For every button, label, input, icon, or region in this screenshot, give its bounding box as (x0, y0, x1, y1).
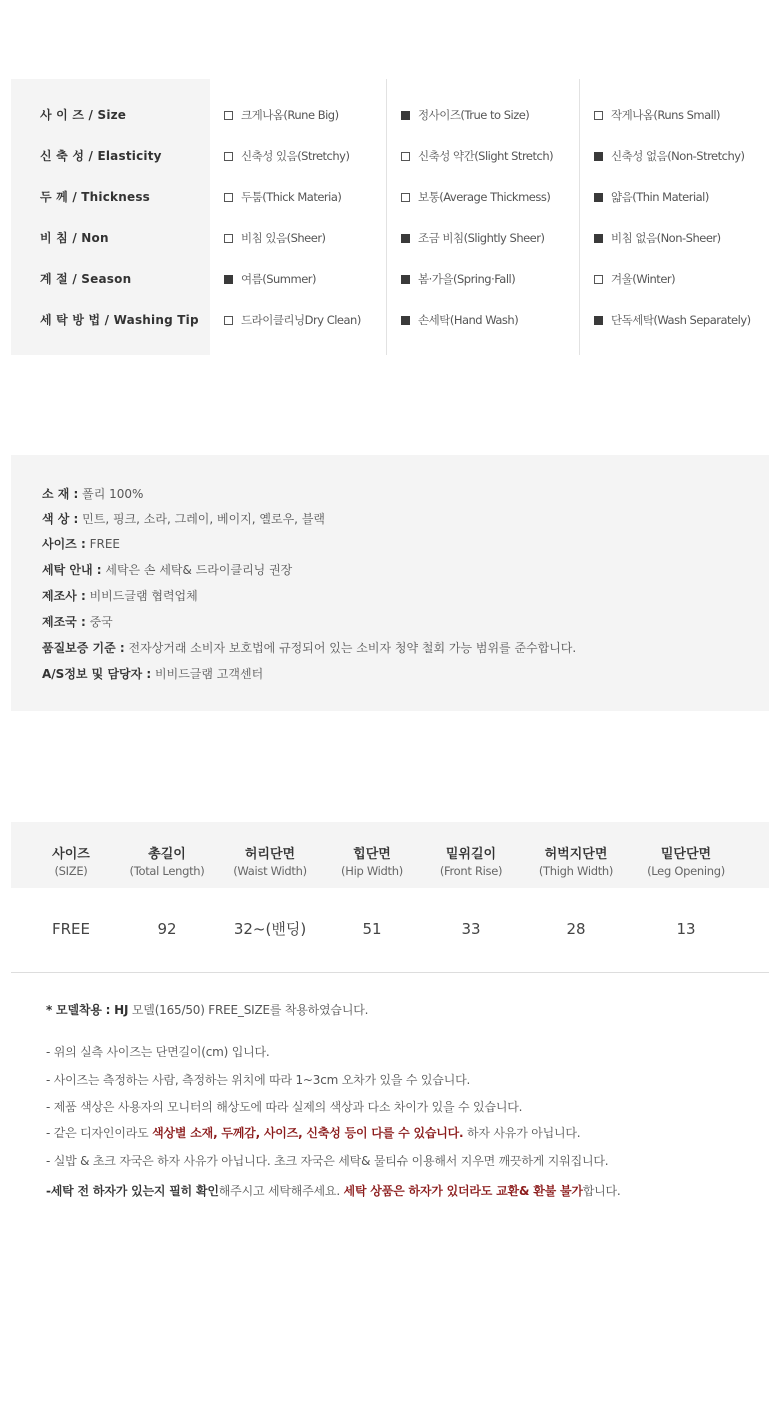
size-header-ko: 밑위길이 (445, 847, 497, 862)
checked-box-icon (594, 234, 603, 243)
unchecked-box-icon (401, 152, 410, 161)
size-header-en: (Hip Width) (341, 864, 403, 878)
info-key: 소 재 : (42, 487, 79, 501)
info-key: 세탁 안내 : (42, 563, 102, 577)
attribute-option (224, 187, 341, 207)
unchecked-box-icon (224, 234, 233, 243)
attribute-option-label: 보통(Average Thickmess) (418, 190, 551, 204)
attribute-label: 사 이 즈 / Size (40, 108, 127, 122)
info-row (42, 613, 113, 631)
unchecked-box-icon (594, 111, 603, 120)
attribute-option (401, 187, 550, 207)
info-value: FREE (85, 537, 120, 551)
attribute-option (594, 310, 751, 330)
attribute-option (401, 146, 553, 166)
model-note-text: 모델(165/50) FREE_SIZE를 착용하였습니다. (128, 1003, 369, 1017)
info-row (42, 665, 263, 683)
info-key: 제조사 : (42, 589, 86, 603)
attribute-option-label: 겨울(Winter) (611, 272, 676, 286)
attribute-option (401, 269, 515, 289)
info-row (42, 535, 120, 553)
unchecked-box-icon (401, 193, 410, 202)
attribute-option-label: 비침 있음(Sheer) (241, 231, 326, 245)
note-text: 하자 사유가 아닙니다. (463, 1126, 581, 1140)
attribute-label: 비 침 / Non (40, 231, 109, 245)
note-warning: 세탁 상품은 하자가 있더라도 교환& 환불 불가 (343, 1184, 583, 1198)
size-header-en: (Thigh Width) (538, 864, 614, 878)
attribute-option-label: 신축성 있음(Stretchy) (241, 149, 350, 163)
attribute-row (0, 228, 758, 248)
size-table-divider (11, 972, 769, 973)
attribute-option (224, 146, 349, 166)
size-value: 13 (676, 920, 696, 938)
size-value: FREE (51, 920, 90, 938)
info-value: 비비드글램 고객센터 (151, 667, 264, 681)
size-column-header (411, 847, 531, 879)
attribute-option (594, 228, 721, 248)
checked-box-icon (401, 111, 410, 120)
attribute-option (224, 269, 316, 289)
attribute-option-label: 크게나옴(Rune Big) (241, 108, 339, 122)
attribute-option-label: 봄·가을(Spring·Fall) (418, 272, 516, 286)
model-note-label: * 모델착용 : HJ (46, 1003, 129, 1017)
note-emphasis: -세탁 전 하자가 있는지 필히 확인 (46, 1184, 219, 1198)
attribute-row (0, 187, 758, 207)
unchecked-box-icon (594, 275, 603, 284)
attribute-option-label: 조금 비침(Slightly Sheer) (418, 231, 545, 245)
info-value: 폴리 100% (78, 487, 144, 501)
info-row (42, 587, 198, 605)
note-warning: 색상별 소재, 두께감, 사이즈, 신축성 등이 다를 수 있습니다. (152, 1126, 464, 1140)
attribute-option-label: 손세탁(Hand Wash) (418, 313, 519, 327)
checked-box-icon (594, 152, 603, 161)
attribute-label: 계 절 / Season (40, 272, 132, 286)
size-column-header (626, 847, 746, 879)
note-text: - 같은 디자인이라도 (46, 1126, 153, 1140)
size-header-ko: 밑단단면 (660, 847, 712, 862)
info-value: 중국 (85, 615, 113, 629)
size-header-en: (Waist Width) (233, 864, 307, 878)
attribute-option (224, 310, 361, 330)
note-text: 합니다. (582, 1184, 621, 1198)
attribute-option (594, 105, 720, 125)
attribute-option-label: 얇음(Thin Material) (611, 190, 709, 204)
info-row (42, 485, 143, 503)
attribute-option-label: 드라이클리닝Dry Clean) (241, 313, 361, 327)
size-column-header (516, 847, 636, 879)
size-value: 32~(밴딩) (233, 920, 307, 938)
size-column-header (107, 847, 227, 879)
size-header-en: (Front Rise) (439, 864, 503, 878)
size-header-en: (Total Length) (129, 864, 205, 878)
attribute-row (0, 105, 758, 125)
info-value: 세탁은 손 세탁& 드라이클리닝 권장 (101, 563, 293, 577)
note-line (46, 1124, 580, 1142)
info-value: 비비드글램 협력업체 (85, 589, 198, 603)
attribute-option-label: 정사이즈(True to Size) (418, 108, 530, 122)
size-header-ko: 사이즈 (52, 847, 90, 862)
note-line (46, 1182, 621, 1200)
attribute-row (0, 269, 758, 289)
note-line: - 제품 색상은 사용자의 모니터의 해상도에 따라 실제의 색상과 다소 차이가 있을 수 있습니다. (46, 1100, 523, 1114)
size-value: 33 (461, 920, 481, 938)
checked-box-icon (594, 193, 603, 202)
size-header-ko: 총길이 (148, 847, 186, 862)
attribute-row (0, 310, 758, 330)
size-value: 92 (157, 920, 177, 938)
attribute-row (0, 146, 758, 166)
checked-box-icon (401, 316, 410, 325)
info-key: 품질보증 기준 : (42, 641, 125, 655)
checked-box-icon (594, 316, 603, 325)
attribute-option-label: 작게나옴(Runs Small) (611, 108, 721, 122)
checked-box-icon (401, 275, 410, 284)
attribute-option (224, 228, 326, 248)
attribute-label: 두 께 / Thickness (40, 190, 151, 204)
info-key: A/S정보 및 담당자 : (42, 667, 152, 681)
info-value: 전자상거래 소비자 보호법에 규정되어 있는 소비자 청약 철회 가능 범위를 준수합니다. (124, 641, 577, 655)
checked-box-icon (401, 234, 410, 243)
unchecked-box-icon (224, 152, 233, 161)
size-header-ko: 허벅지단면 (544, 847, 608, 862)
unchecked-box-icon (224, 111, 233, 120)
model-note (46, 1001, 368, 1019)
info-key: 색 상 : (42, 512, 79, 526)
unchecked-box-icon (224, 193, 233, 202)
info-key: 제조국 : (42, 615, 86, 629)
size-value: 51 (362, 920, 382, 938)
attribute-option-label: 두툼(Thick Materia) (241, 190, 342, 204)
note-text: 해주시고 세탁해주세요. (218, 1184, 344, 1198)
attribute-option (401, 105, 529, 125)
info-key: 사이즈 : (42, 537, 86, 551)
size-header-en: (SIZE) (54, 864, 88, 878)
attribute-option-label: 여름(Summer) (241, 272, 316, 286)
attribute-option (224, 105, 339, 125)
info-row (42, 561, 292, 579)
attribute-option (594, 187, 709, 207)
note-line: - 실밥 & 초크 자국은 하자 사유가 아닙니다. 초크 자국은 세탁& 물티슈 이용해서 지우면 깨끗하게 지워집니다. (46, 1154, 609, 1168)
info-row (42, 510, 325, 528)
size-header-ko: 힙단면 (353, 847, 391, 862)
unchecked-box-icon (224, 316, 233, 325)
note-line: - 사이즈는 측정하는 사람, 측정하는 위치에 따라 1~3cm 오차가 있을 수 있습니다. (46, 1073, 471, 1087)
attribute-option-label: 신축성 없음(Non-Stretchy) (611, 149, 745, 163)
size-value: 28 (566, 920, 586, 938)
size-header-en: (Leg Opening) (647, 864, 725, 878)
attribute-label: 세 탁 방 법 / Washing Tip (40, 313, 199, 327)
info-value: 민트, 핑크, 소라, 그레이, 베이지, 옐로우, 블랙 (78, 512, 325, 526)
attribute-option (401, 228, 544, 248)
info-row (42, 639, 576, 657)
checked-box-icon (224, 275, 233, 284)
attribute-option-label: 단독세탁(Wash Separately) (611, 313, 751, 327)
attribute-option-label: 비침 없음(Non-Sheer) (611, 231, 721, 245)
note-line: - 위의 실측 사이즈는 단면길이(cm) 입니다. (46, 1045, 270, 1059)
size-header-ko: 허리단면 (244, 847, 296, 862)
attribute-option (401, 310, 518, 330)
attribute-option (594, 269, 675, 289)
attribute-option-label: 신축성 약간(Slight Stretch) (418, 149, 554, 163)
attribute-option (594, 146, 745, 166)
attribute-label: 신 축 성 / Elasticity (40, 149, 162, 163)
